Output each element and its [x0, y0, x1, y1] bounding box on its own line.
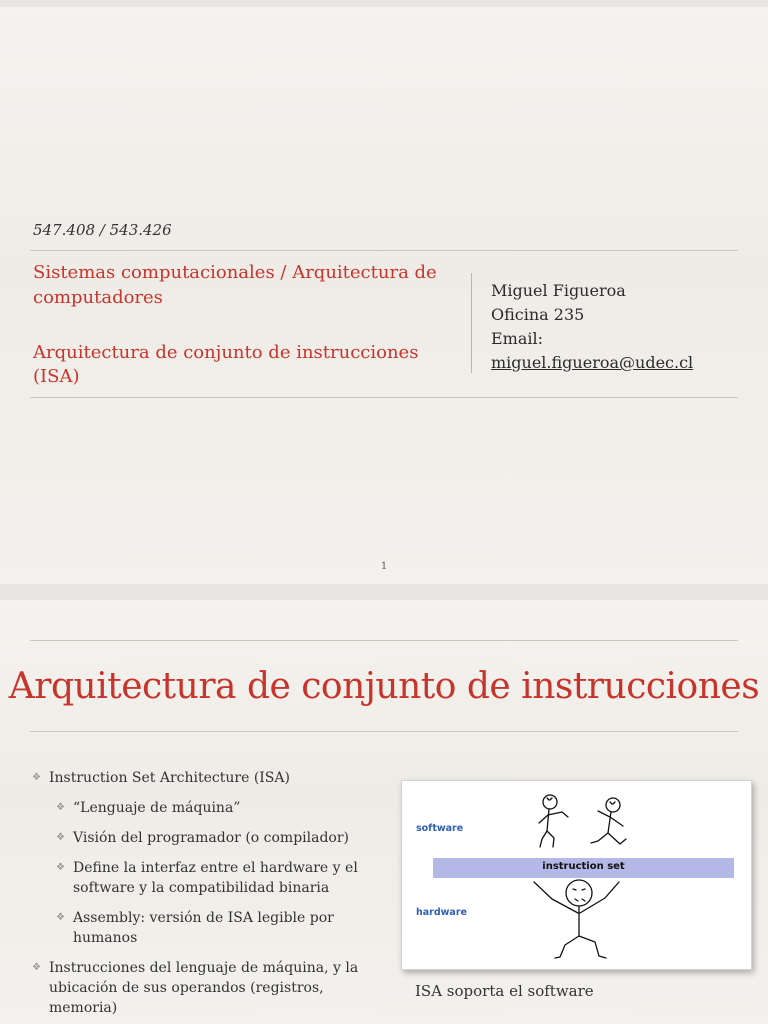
slide-2-title: Arquitectura de conjunto de instrucciones: [8, 666, 760, 707]
author-block: [491, 279, 693, 375]
list-item: ❖ Instrucciones del lenguaje de máquina, y la ubicación de sus operandos (registros, memoria): [32, 960, 359, 1016]
vertical-divider: [471, 273, 472, 373]
bullet-list: [32, 768, 394, 1024]
page-number: 1: [380, 561, 388, 572]
email-label: Email:: [491, 329, 544, 348]
list-item: ❖ Instruction Set Architecture (ISA): [32, 770, 290, 786]
diamond-bullet-icon: ❖: [56, 912, 65, 923]
author-office: Oficina 235: [491, 305, 585, 324]
isa-figure: [401, 780, 752, 970]
slide-1-title: Sistemas computacionales / Arquitectura de computadores: [33, 262, 437, 308]
diamond-bullet-icon: ❖: [56, 802, 65, 813]
instruction-set-label: instruction set: [542, 861, 625, 872]
slide-2: [0, 600, 768, 1024]
course-code: 547.408 / 543.426: [33, 221, 172, 239]
diamond-bullet-icon: ❖: [32, 772, 41, 783]
list-item: ❖ “Lenguaje de máquina”: [56, 800, 241, 816]
list-item: ❖ Assembly: versión de ISA legible por humanos: [56, 910, 334, 946]
hardware-label: hardware: [416, 907, 467, 918]
diamond-bullet-icon: ❖: [56, 862, 65, 873]
slide-1: [0, 7, 768, 584]
email-link[interactable]: miguel.figueroa@udec.cl: [491, 353, 694, 372]
list-item: ❖ Visión del programador (o compilador): [56, 830, 350, 846]
slide-1-subtitle: Arquitectura de conjunto de instrucciones (ISA): [33, 342, 419, 387]
title-top-divider: [30, 640, 738, 641]
diamond-bullet-icon: ❖: [56, 832, 65, 843]
list-item: ❖ Define la interfaz entre el hardware y el software y la compatibilidad binaria: [56, 860, 358, 896]
software-label: software: [416, 823, 464, 834]
figure-caption: ISA soporta el software: [415, 982, 594, 1000]
title-bottom-divider: [30, 731, 738, 732]
top-divider: [30, 250, 738, 251]
author-name: Miguel Figueroa: [491, 281, 626, 300]
instruction-set-bar: [433, 858, 734, 878]
diamond-bullet-icon: ❖: [32, 962, 41, 973]
bottom-divider: [30, 397, 738, 398]
